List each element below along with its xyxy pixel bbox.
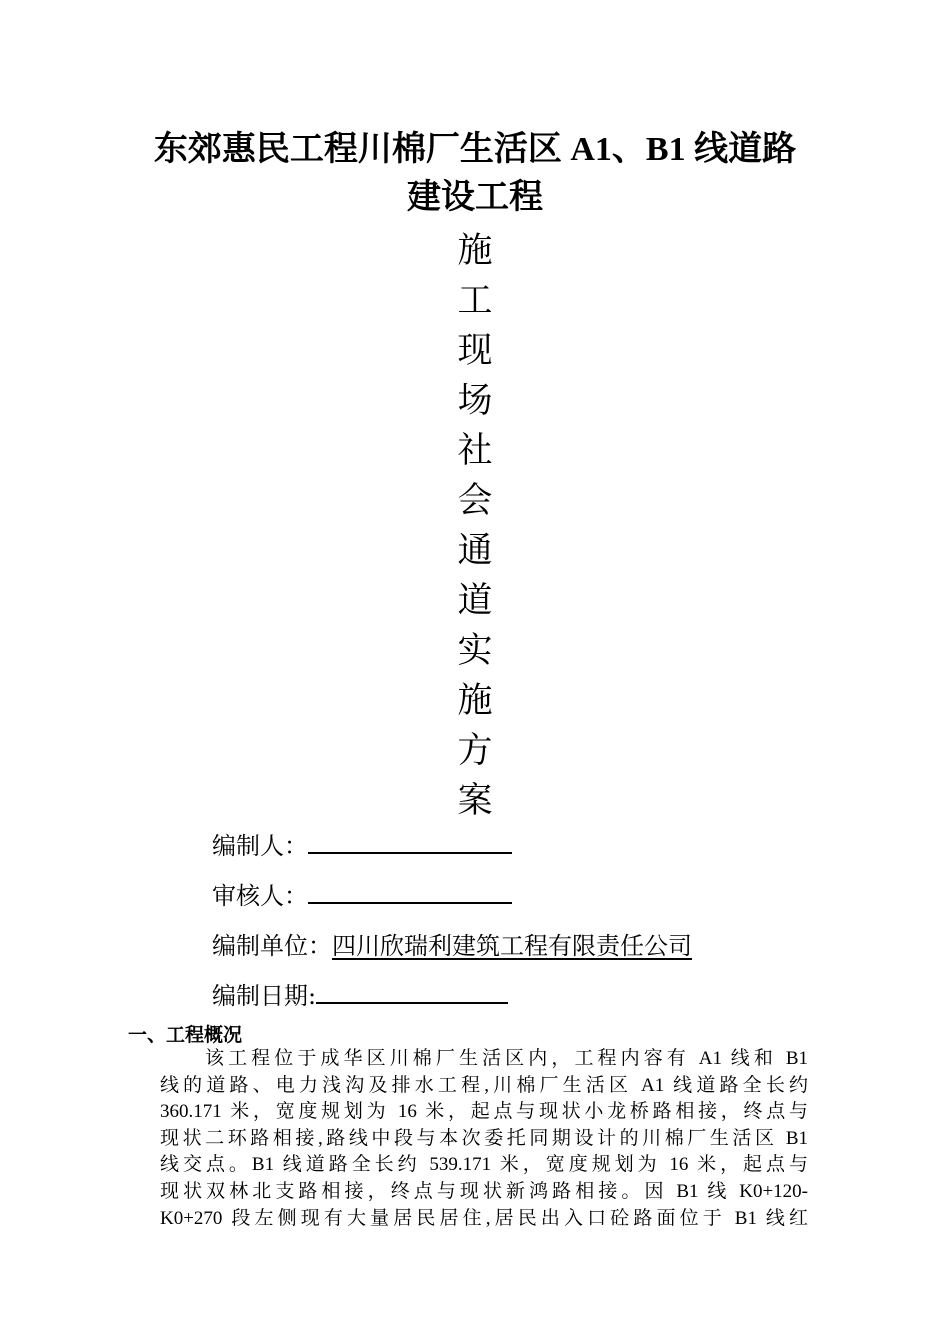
vertical-subtitle-char: 施 (457, 231, 493, 271)
vertical-subtitle-char: 通 (457, 531, 493, 571)
vertical-subtitle-char: 工 (457, 281, 493, 321)
section-heading: 一、工程概况 (128, 1024, 243, 1046)
date-row (212, 980, 508, 1012)
reviewer-label: 审核人： (212, 882, 308, 910)
paragraph-line: 现状双林北支路相接，终点与现状新鸿路相接。因 B1 线 K0+120- (160, 1180, 808, 1202)
date-blank-line (316, 980, 508, 1004)
vertical-subtitle-char: 案 (457, 781, 493, 821)
document-title-line-2: 建设工程 (407, 179, 543, 216)
compiler-row (212, 830, 512, 862)
section-body-paragraph (160, 1046, 808, 1232)
paragraph-line: 360.171 米，宽度规划为 16 米，起点与现状小龙桥路相接，终点与 (160, 1101, 808, 1123)
document-title-line-1: 东郊惠民工程川棉厂生活区 A1、B1 线道路 (153, 131, 797, 168)
vertical-subtitle-char: 社 (457, 431, 493, 471)
date-label: 编制日期: (212, 982, 317, 1010)
unit-label: 编制单位： (212, 932, 332, 960)
paragraph-line: 该工程位于成华区川棉厂生活区内，工程内容有 A1 线和 B1 (205, 1048, 808, 1069)
vertical-subtitle-char: 实 (457, 631, 493, 671)
vertical-subtitle-char: 现 (457, 331, 493, 371)
vertical-subtitle-char: 道 (457, 581, 493, 621)
paragraph-line: K0+270 段左侧现有大量居民居住,居民出入口砼路面位于 B1 线红 (160, 1207, 808, 1229)
compiler-label: 编制人： (212, 832, 308, 860)
unit-row (212, 930, 692, 962)
paragraph-line: 线交点。B1 线道路全长约 539.171 米，宽度规划为 16 米，起点与 (160, 1154, 808, 1176)
vertical-subtitle-char: 施 (457, 681, 493, 721)
vertical-subtitle-char: 方 (457, 731, 493, 771)
vertical-subtitle-char: 会 (457, 481, 493, 521)
paragraph-line: 现状二环路相接,路线中段与本次委托同期设计的川棉厂生活区 B1 (160, 1127, 808, 1149)
paragraph-line: 线的道路、电力浅沟及排水工程,川棉厂生活区 A1 线道路全长约 (160, 1074, 808, 1096)
reviewer-row (212, 880, 512, 912)
vertical-subtitle-char: 场 (457, 381, 493, 421)
compiler-blank-line (308, 830, 512, 854)
reviewer-blank-line (308, 880, 512, 904)
unit-value: 四川欣瑞利建筑工程有限责任公司 (332, 932, 692, 960)
